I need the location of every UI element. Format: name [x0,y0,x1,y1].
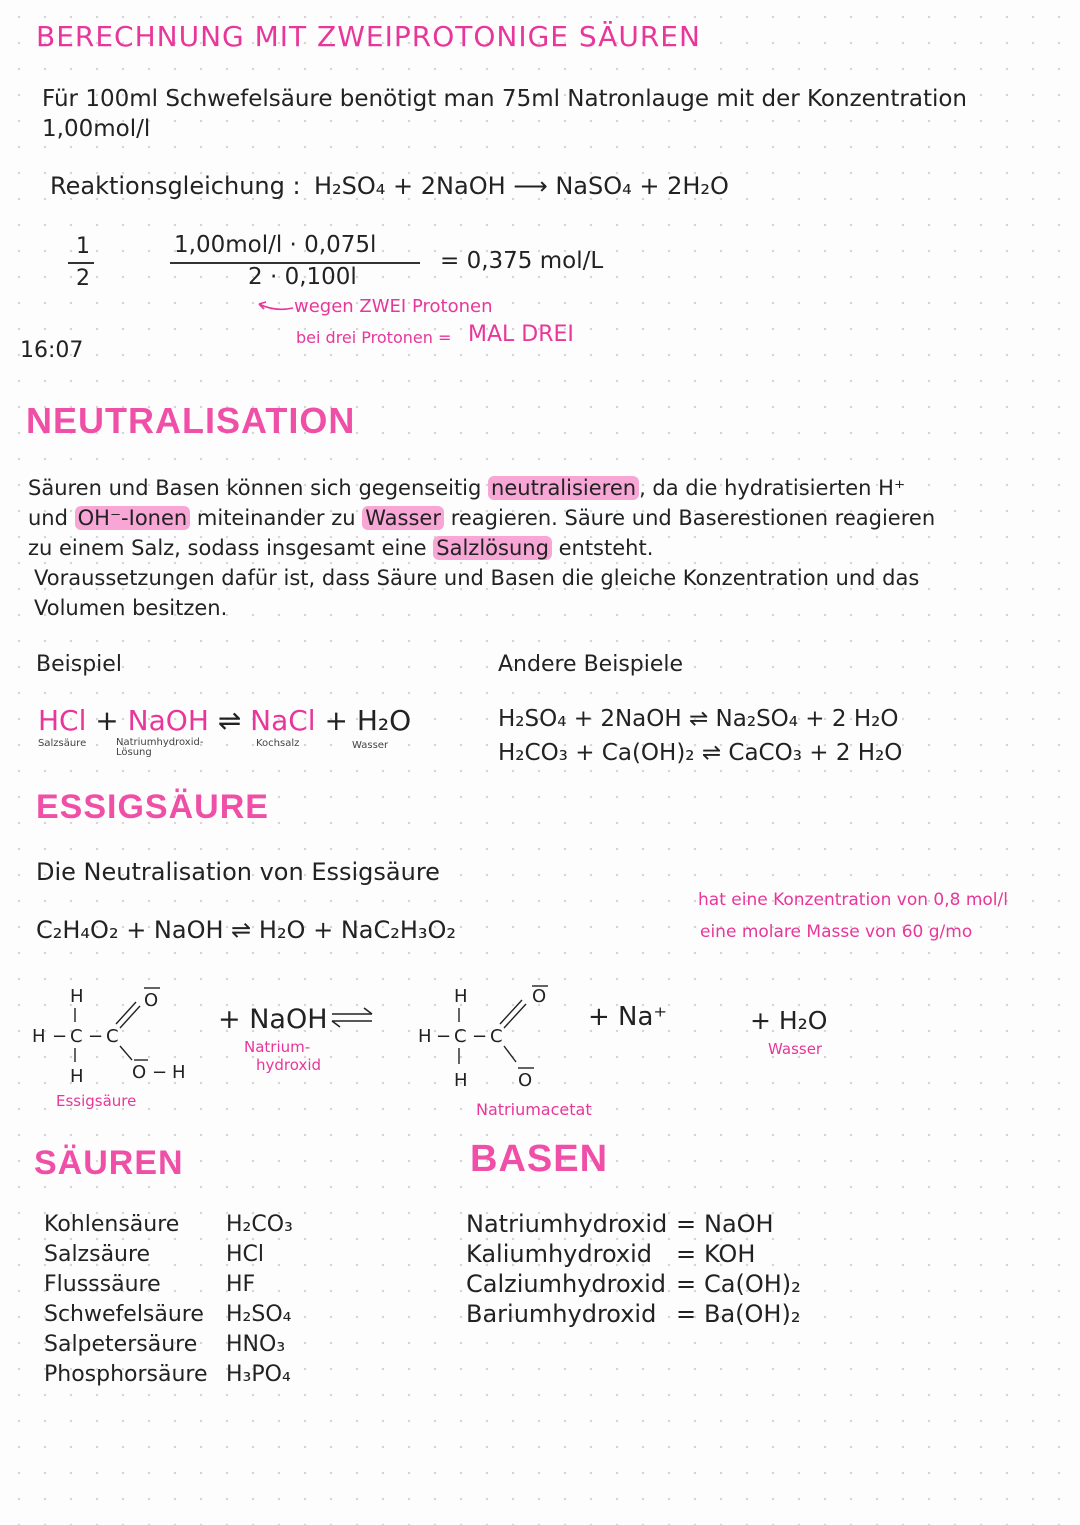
acetic-concentration-note: hat eine Konzentration von 0,8 mol/l [698,890,1008,910]
acid-formula: HF [226,1272,256,1297]
example-label: Beispiel [36,652,122,677]
acid-formula: H₂CO₃ [226,1212,293,1237]
base-formula: NaOH [704,1210,774,1238]
neutral-heading: NEUTRALISATION [26,400,356,441]
example-equation: HCl + NaOH ⇌ NaCl + H₂O [38,704,412,737]
acetic-water: + H₂O [750,1006,828,1035]
acetic-naoh: + NaOH [218,1004,328,1035]
other-examples-label: Andere Beispiele [498,652,684,677]
acetic-water-label: Wasser [768,1040,823,1058]
other-example-1: H₂SO₄ + 2NaOH ⇌ Na₂SO₄ + 2 H₂O [498,706,899,732]
svg-text:C: C [106,1026,119,1047]
svg-text:C: C [490,1026,503,1047]
note-arrow-icon [255,296,295,316]
acetic-heading: ESSIGSÄURE [36,788,269,826]
acid-formula: HCl [226,1242,265,1267]
base-list-item [466,1240,756,1270]
acid-formula: H₂SO₄ [226,1302,292,1327]
svg-text:−: − [88,1026,104,1047]
acetate-structure [414,978,584,1090]
acid-list-item [44,1212,293,1242]
base-formula: KOH [704,1240,756,1268]
base-equals: = [676,1210,697,1238]
acid-name: Salzsäure [44,1242,151,1267]
base-list-item [466,1270,801,1300]
neutral-paragraph-line5: Volumen besitzen. [34,596,228,620]
half-fraction-line [68,262,94,264]
fraction-numerator: 1,00mol/l · 0,075l [174,232,377,258]
svg-text:O: O [144,990,159,1011]
svg-text:−: − [152,1062,168,1083]
svg-text:−: − [52,1026,68,1047]
svg-text:O: O [132,1062,147,1083]
calc-intro-line2: 1,00mol/l [42,116,151,142]
fraction-denominator: 2 · 0,100l [248,264,357,290]
base-list-item [466,1300,801,1330]
svg-text:−: − [436,1026,452,1047]
svg-text:H: H [70,986,84,1007]
calc-heading: BERECHNUNG MIT ZWEIPROTONIGE SÄUREN [36,20,701,53]
label-salzsaeure: Salzsäure [38,738,87,749]
svg-text:H: H [172,1062,186,1083]
half-denominator: 2 [76,266,90,291]
base-equals: = [676,1270,697,1298]
acid-name: Flusssäure [44,1272,161,1297]
acid-formula: H₃PO₄ [226,1362,291,1387]
base-name: Natriumhydroxid [466,1210,668,1238]
acetic-equation: C₂H₄O₂ + NaOH ⇌ H₂O + NaC₂H₃O₂ [36,916,457,944]
acid-list-item [44,1242,265,1272]
calc-result: = 0,375 mol/L [440,248,604,274]
neutral-paragraph-line3: zu einem Salz, sodass insgesamt eine Salzlösung entsteht. [28,536,654,560]
acetic-naoh-label-1: Natrium- [244,1038,311,1056]
svg-text:H: H [70,1066,84,1087]
acetic-naoh-label-2: hydroxid [256,1056,322,1074]
svg-text:O: O [518,1070,533,1090]
base-formula: Ba(OH)₂ [704,1300,801,1328]
svg-text:H: H [454,1070,468,1090]
acid-formula: HNO₃ [226,1332,286,1357]
base-name: Calziumhydroxid [466,1270,667,1298]
base-equals: = [676,1240,697,1268]
acid-name: Phosphorsäure [44,1362,208,1387]
svg-text:−: − [472,1026,488,1047]
acetic-subtitle: Die Neutralisation von Essigsäure [36,858,440,886]
note-mal-drei: MAL DREI [468,322,574,347]
svg-text:H: H [454,986,468,1007]
neutral-paragraph-line2: und OH⁻-Ionen miteinander zu Wasser reagieren. Säure und Baserestionen reagieren [28,506,936,530]
acid-list-item [44,1332,286,1362]
acid-name: Salpetersäure [44,1332,198,1357]
neutral-paragraph-line4: Voraussetzungen dafür ist, dass Säure und Basen die gleiche Konzentration und das [34,566,920,590]
neutral-paragraph-line1: Säuren und Basen können sich gegenseitig neutralisieren , da die hydratisierten H⁺ [28,476,906,500]
label-wasser: Wasser [352,740,389,751]
label-kochsalz: Kochsalz [256,738,300,749]
acetate-label: Natriumacetat [476,1100,592,1119]
base-name: Kaliumhydroxid [466,1240,652,1268]
equilibrium-arrow-icon [330,1006,376,1030]
acid-name: Schwefelsäure [44,1302,204,1327]
half-numerator: 1 [76,234,90,259]
acids-list [44,1212,293,1392]
svg-text:H: H [418,1026,432,1047]
other-example-2: H₂CO₃ + Ca(OH)₂ ⇌ CaCO₃ + 2 H₂O [498,740,903,766]
svg-text:C: C [70,1026,83,1047]
acid-list-item [44,1362,291,1392]
time-stamp: 16:07 [20,338,84,363]
base-name: Bariumhydroxid [466,1300,657,1328]
calc-intro-line1: Für 100ml Schwefelsäure benötigt man 75ml Natronlauge mit der Konzentration [42,86,967,112]
acetic-acid-structure [28,980,208,1090]
acid-list-item [44,1272,256,1302]
svg-text:C: C [454,1026,467,1047]
bases-heading: BASEN [470,1138,609,1180]
bases-list [466,1210,801,1330]
acids-heading: SÄUREN [34,1144,184,1182]
acetic-sodium-ion: + Na⁺ [588,1002,668,1032]
acetic-molar-mass-note: eine molare Masse von 60 g/mo [700,922,973,942]
svg-text:H: H [32,1026,46,1047]
base-list-item [466,1210,774,1240]
note-three-protons: bei drei Protonen = [296,328,452,347]
note-two-protons: wegen ZWEI Protonen [294,296,493,317]
acetic-acid-label: Essigsäure [56,1092,137,1110]
base-formula: Ca(OH)₂ [704,1270,801,1298]
acid-name: Kohlensäure [44,1212,180,1237]
base-equals: = [676,1300,697,1328]
acid-list-item [44,1302,292,1332]
reaction-equation: H₂SO₄ + 2NaOH ⟶ NaSO₄ + 2H₂O [314,172,729,200]
svg-text:O: O [532,986,547,1007]
reaction-label: Reaktionsgleichung : [50,172,301,200]
label-natriumhydroxid: Natriumhydroxid-Lösung [116,737,204,758]
